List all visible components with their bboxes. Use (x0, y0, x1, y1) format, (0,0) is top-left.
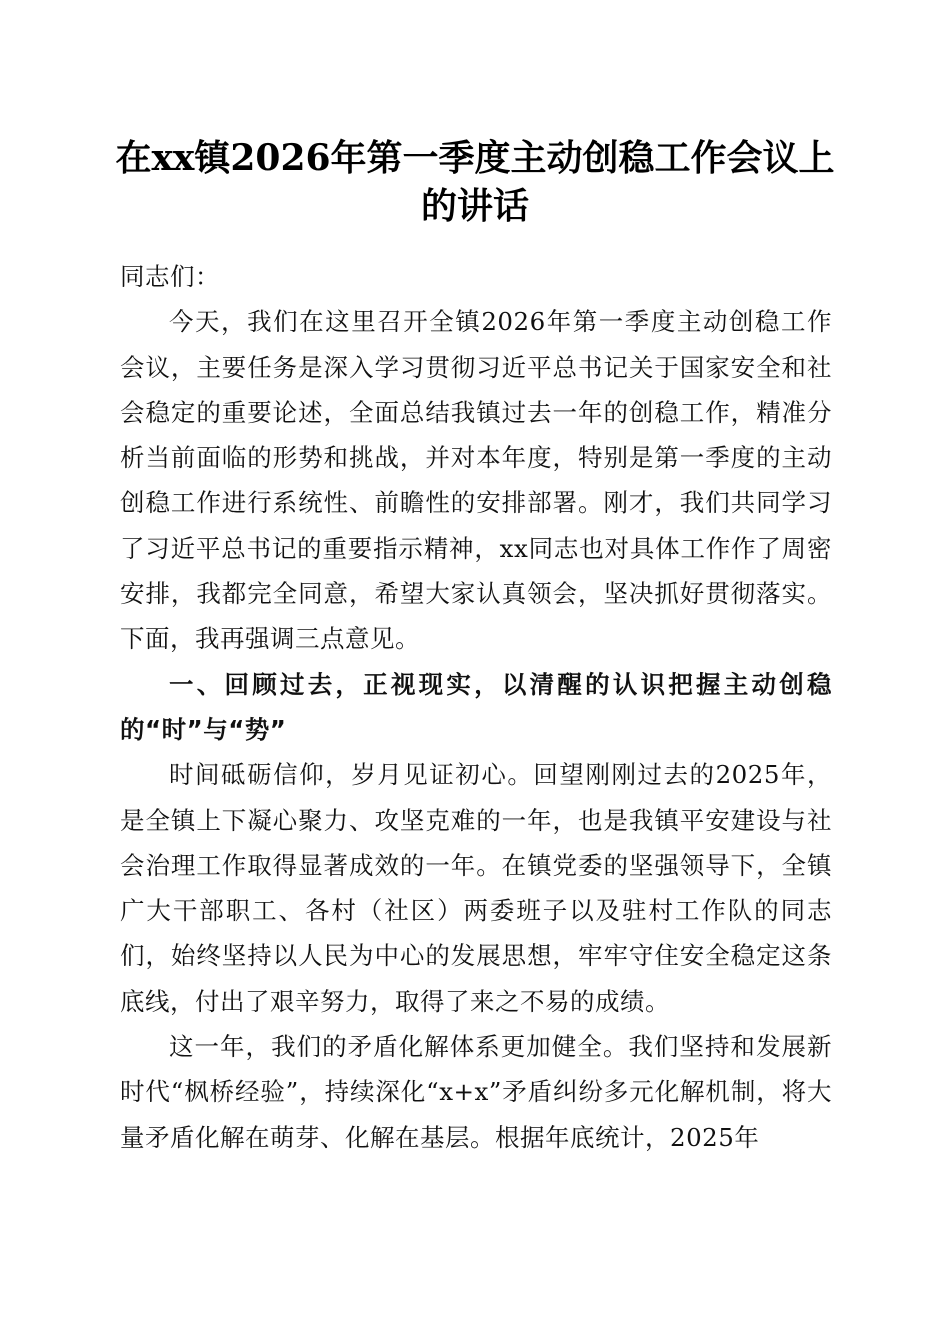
document-body (120, 254, 832, 1160)
section-heading-1: 一、回顾过去，正视现实，以清醒的认识把握主动创稳的“时”与“势” (120, 669, 832, 744)
section1-paragraph-2: 这一年，我们的矛盾化解体系更加健全。我们坚持和发展新时代“枫桥经验”，持续深化“x+x”矛盾纠纷多元化解机制，将大量矛盾化解在萌芽、化解在基层。根据年底统计，2025年 (120, 1032, 832, 1152)
salutation: 同志们： (120, 262, 220, 291)
document-title: 在xx镇2026年第一季度主动创稳工作会议上的讲话 (115, 137, 835, 227)
intro-paragraph: 今天，我们在这里召开全镇2026年第一季度主动创稳工作会议，主要任务是深入学习贯彻习近平总书记关于国家安全和社会稳定的重要论述，全面总结我镇过去一年的创稳工作，精准分析当前面临的形势和挑战，并对本年度，特别是第一季度的主动创稳工作进行系统性、前瞻性的安排部署。刚才，我们共同学习了习近平总书记的重要指示精神，xx同志也对具体工作作了周密安排，我都完全同意，希望大家认真领会，坚决抓好贯彻落实。下面，我再强调三点意见。 (120, 307, 832, 654)
section1-paragraph-1: 时间砥砺信仰，岁月见证初心。回望刚刚过去的2025年，是全镇上下凝心聚力、攻坚克难的一年，也是我镇平安建设与社会治理工作取得显著成效的一年。在镇党委的坚强领导下，全镇广大干部职工、各村（社区）两委班子以及驻村工作队的同志们，始终坚持以人民为中心的发展思想，牢牢守住安全稳定这条底线，付出了艰辛努力，取得了来之不易的成绩。 (120, 760, 832, 1016)
